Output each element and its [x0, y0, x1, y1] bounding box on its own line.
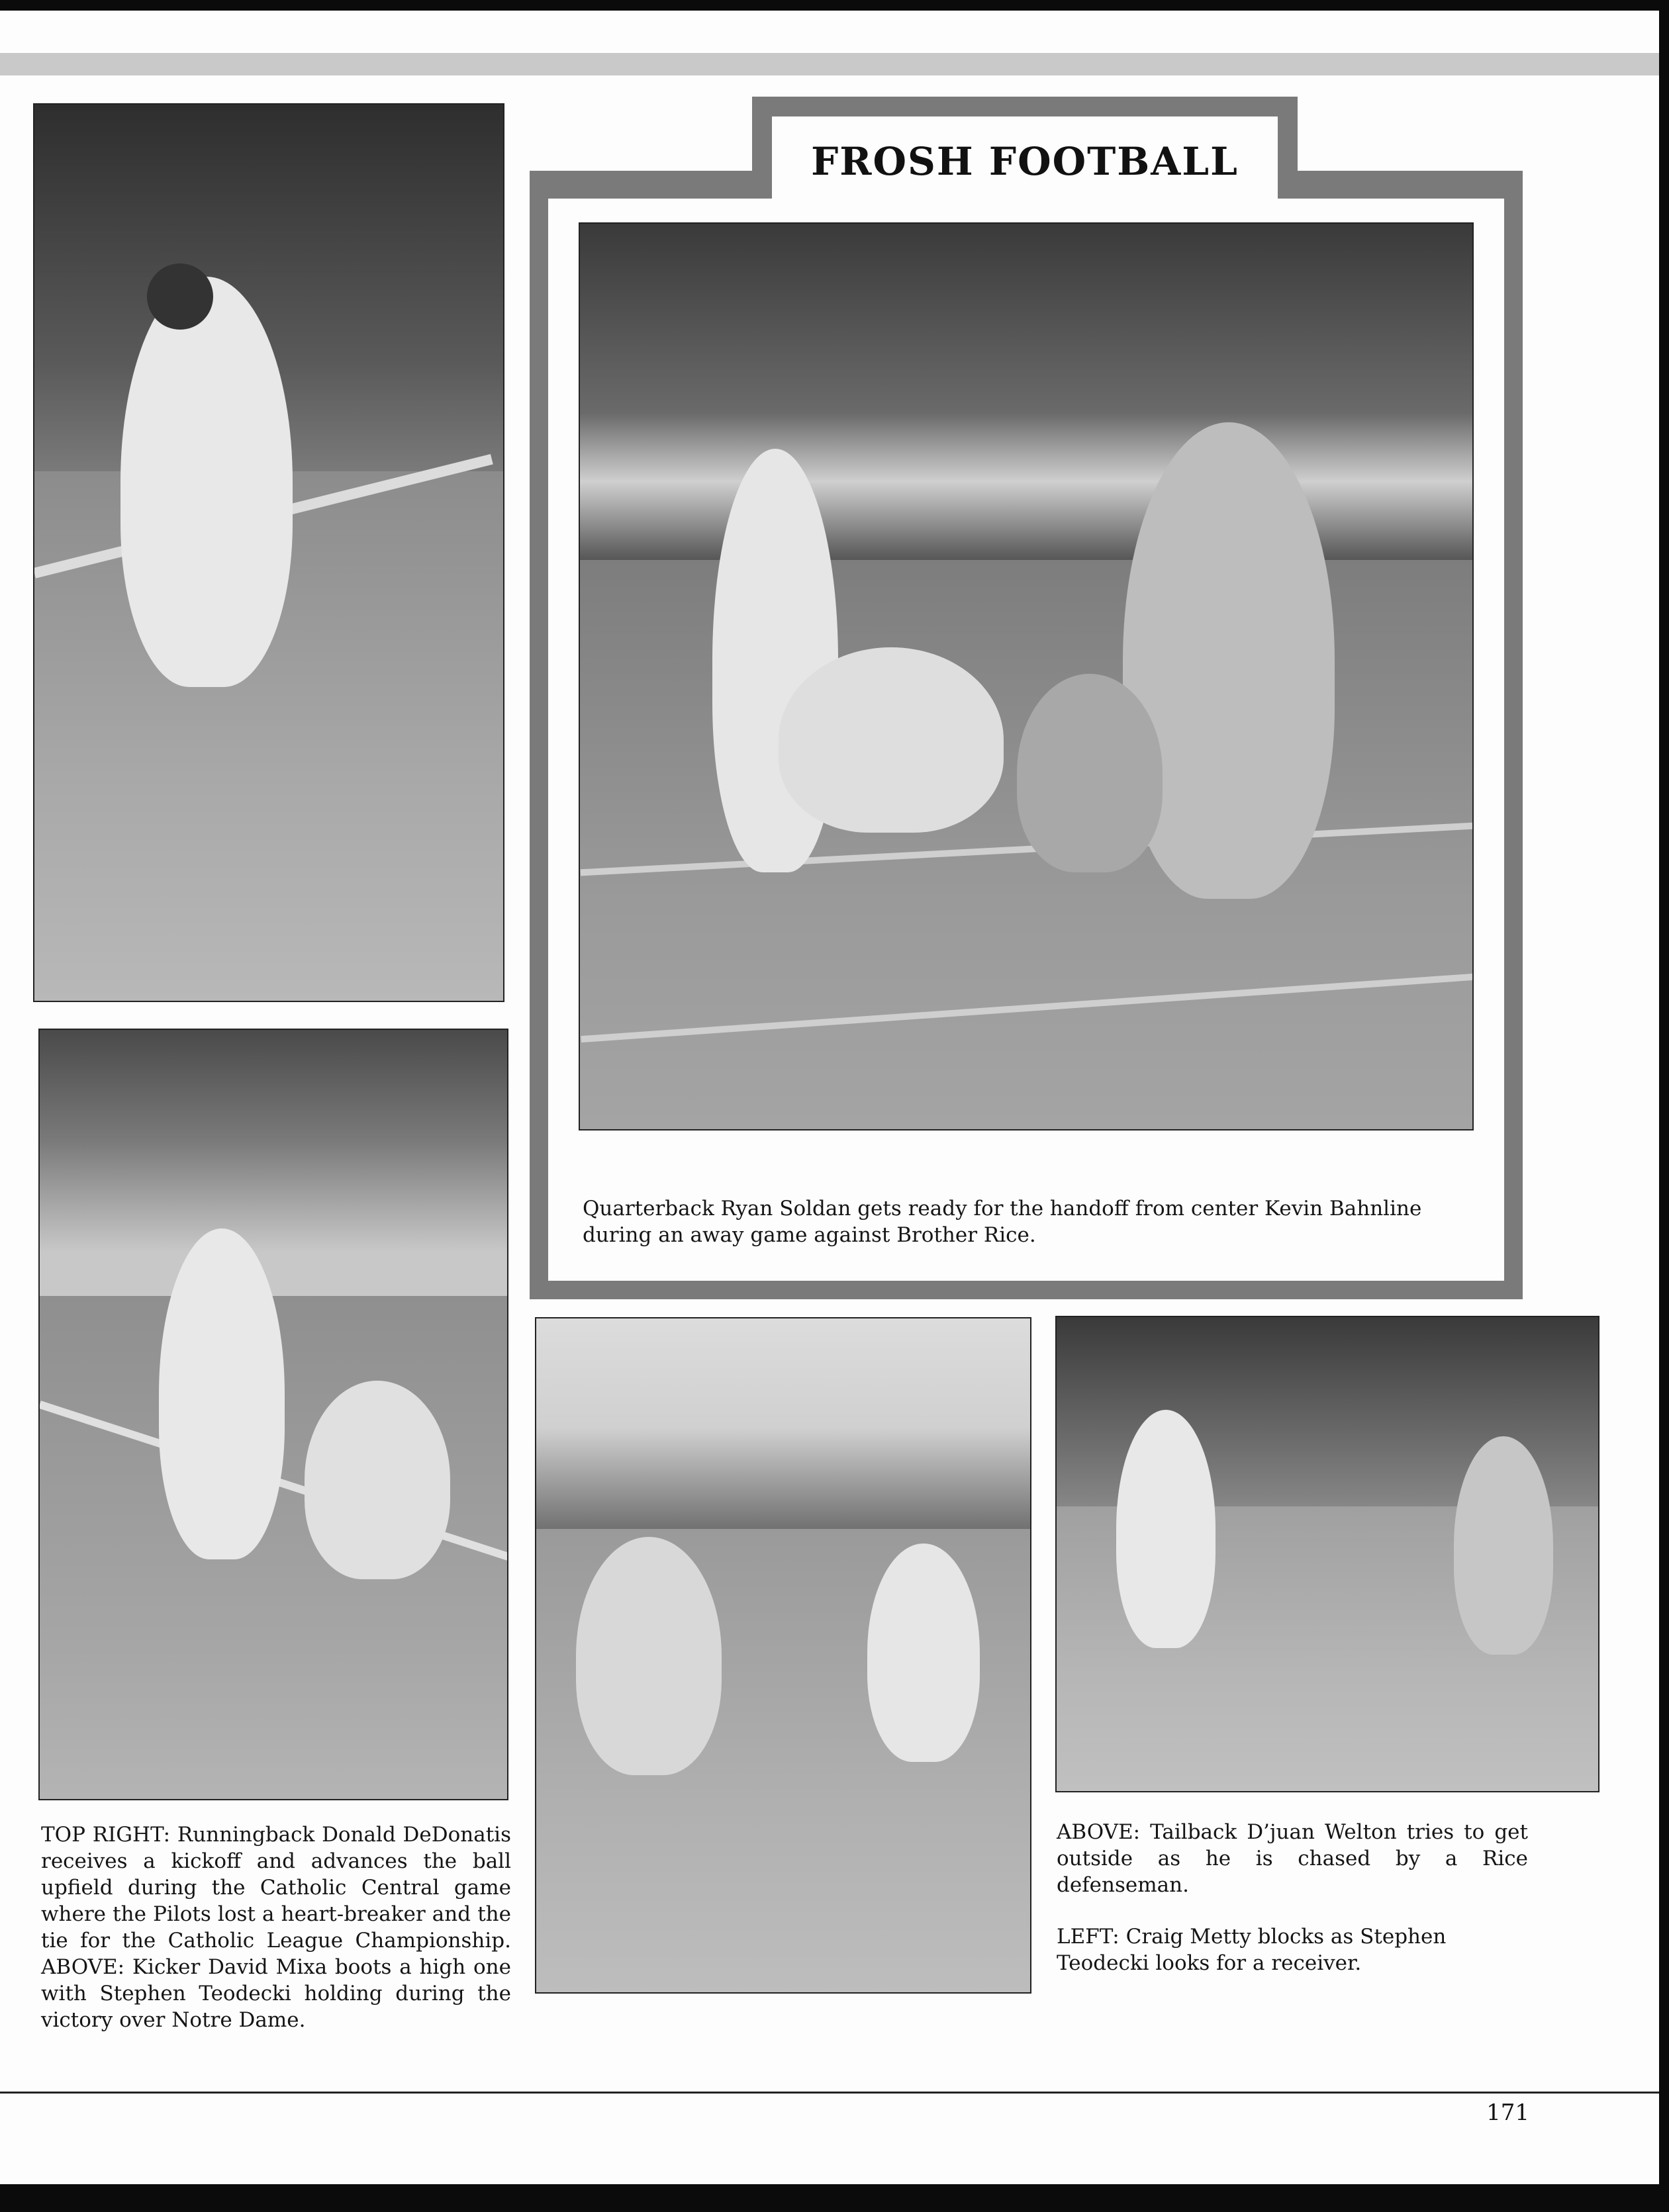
footer-rule — [0, 2092, 1659, 2094]
page-number: 171 — [1486, 2099, 1529, 2126]
scan-edge-bottom — [0, 2184, 1669, 2212]
scan-edge-top — [0, 0, 1669, 11]
photo-runningback-kickoff — [33, 103, 504, 1002]
caption-blocking: LEFT: Craig Metty blocks as Stephen Teodecki looks for a receiver. — [1057, 1925, 1447, 1975]
photo-blocking-receiver — [535, 1317, 1031, 1994]
header-band — [0, 53, 1659, 75]
scan-edge-right — [1659, 0, 1669, 2212]
caption-tailback: ABOVE: Tailback D’juan Welton tries to get outside as he is chased by a Rice defenseman. — [1057, 1820, 1528, 1897]
caption-quarterback: Quarterback Ryan Soldan gets ready for the handoff from center Kevin Bahnline during an away game against Brother Rice. — [583, 1197, 1422, 1247]
photo-kicker — [38, 1029, 508, 1800]
photo-tailback-welton — [1055, 1316, 1599, 1792]
caption-left-block: TOP RIGHT: Runningback Donald DeDonatis receives a kickoff and advances the ball upfield during the Catholic Central game where the Pilots lost a heart-breaker and the tie for the Catholic League Championship. ABOVE: Kicker David Mixa boots a high one with Stephen Teodecki holding during the victory over Notre Dame. — [41, 1823, 511, 2032]
page-title: FROSH FOOTBALL — [811, 139, 1239, 184]
photo-quarterback-handoff — [579, 222, 1474, 1130]
caption-right — [1057, 1819, 1528, 2002]
